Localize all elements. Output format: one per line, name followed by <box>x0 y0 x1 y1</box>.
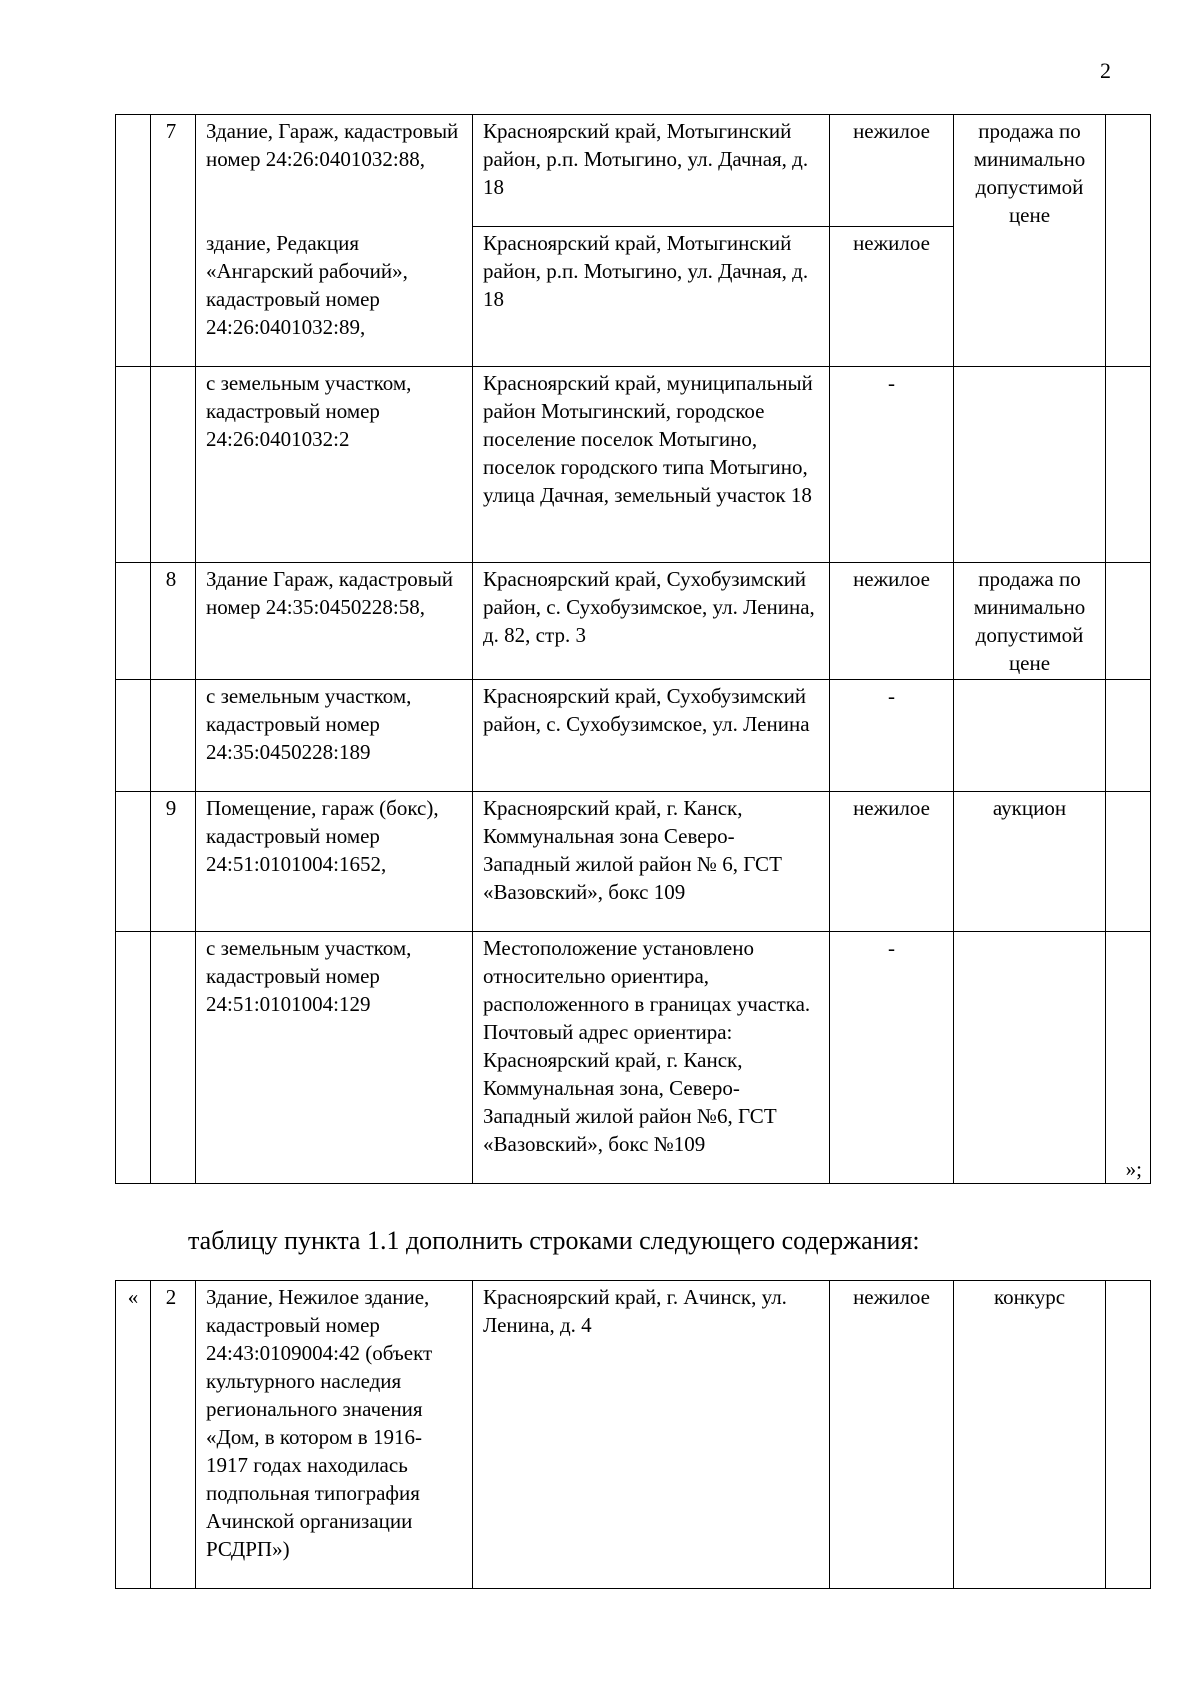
object-type: нежилое <box>830 792 954 932</box>
opening-quote-mark: « <box>116 1281 151 1589</box>
table-row <box>116 792 1151 932</box>
object-type: нежилое <box>830 563 954 680</box>
sale-method: конкурс <box>954 1281 1106 1589</box>
table-row <box>116 680 1151 792</box>
table-row <box>116 1281 1151 1589</box>
land-name: с земельным участком, кадастровый номер 24:35:0450228:189 <box>196 680 473 792</box>
object-address: Красноярский край, Мотыгинский район, р.п. Мотыгино, ул. Дачная, д. 18 <box>473 115 830 227</box>
object-name: Помещение, гараж (бокс), кадастровый номер 24:51:0101004:1652, <box>196 792 473 932</box>
object-type: нежилое <box>830 1281 954 1589</box>
sale-method: аукцион <box>954 792 1106 932</box>
closing-quote-mark: »; <box>1125 1157 1142 1181</box>
object-type: нежилое <box>830 115 954 227</box>
land-address: Местоположение установлено относительно ориентира, расположенного в границах участка. Почтовый адрес ориентира: Красноярский край, г. Канск, Коммунальная зона, Северо-Западный жилой район №6, ГСТ «Вазовский», бокс №109 <box>473 932 830 1184</box>
land-name: с земельным участком, кадастровый номер 24:26:0401032:2 <box>196 367 473 563</box>
object-name: Здание, Нежилое здание, кадастровый номер 24:43:0109004:42 (объект культурного наследия регионального значения «Дом, в котором в 1916-1917 годах находилась подпольная типография Ачинской организации РСДРП») <box>196 1281 473 1589</box>
land-name: с земельным участком, кадастровый номер 24:51:0101004:129 <box>196 932 473 1184</box>
land-type: - <box>830 367 954 563</box>
row-number: 9 <box>151 792 196 932</box>
object-name: здание, Редакция «Ангарский рабочий», кадастровый номер 24:26:0401032:89, <box>196 227 473 367</box>
sale-method: продажа по минимально допустимой цене <box>954 115 1106 367</box>
table-row <box>116 932 1151 1184</box>
row-number: 2 <box>151 1281 196 1589</box>
object-address: Красноярский край, г. Канск, Коммунальная зона Северо-Западный жилой район № 6, ГСТ «Вазовский», бокс 109 <box>473 792 830 932</box>
object-name: Здание, Гараж, кадастровый номер 24:26:0401032:88, <box>196 115 473 227</box>
land-address: Красноярский край, муниципальный район Мотыгинский, городское поселение поселок Мотыгино, поселок городского типа Мотыгино, улица Дачная, земельный участок 18 <box>473 367 830 563</box>
object-type: нежилое <box>830 227 954 367</box>
land-address: Красноярский край, Сухобузимский район, с. Сухобузимское, ул. Ленина <box>473 680 830 792</box>
object-address: Красноярский край, г. Ачинск, ул. Ленина, д. 4 <box>473 1281 830 1589</box>
object-name: Здание Гараж, кадастровый номер 24:35:0450228:58, <box>196 563 473 680</box>
table-row <box>116 115 1151 227</box>
land-type: - <box>830 680 954 792</box>
section-text: таблицу пункта 1.1 дополнить строками следующего содержания: <box>188 1226 920 1255</box>
property-table <box>115 114 1151 1184</box>
row-number: 7 <box>151 115 196 367</box>
land-type: - <box>830 932 954 1184</box>
table-row <box>116 563 1151 680</box>
table-row <box>116 367 1151 563</box>
row-number: 8 <box>151 563 196 680</box>
addition-table <box>115 1280 1151 1589</box>
object-address: Красноярский край, Сухобузимский район, с. Сухобузимское, ул. Ленина, д. 82, стр. 3 <box>473 563 830 680</box>
page-number: 2 <box>1100 58 1111 83</box>
sale-method: продажа по минимально допустимой цене <box>954 563 1106 680</box>
object-address: Красноярский край, Мотыгинский район, р.п. Мотыгино, ул. Дачная, д. 18 <box>473 227 830 367</box>
